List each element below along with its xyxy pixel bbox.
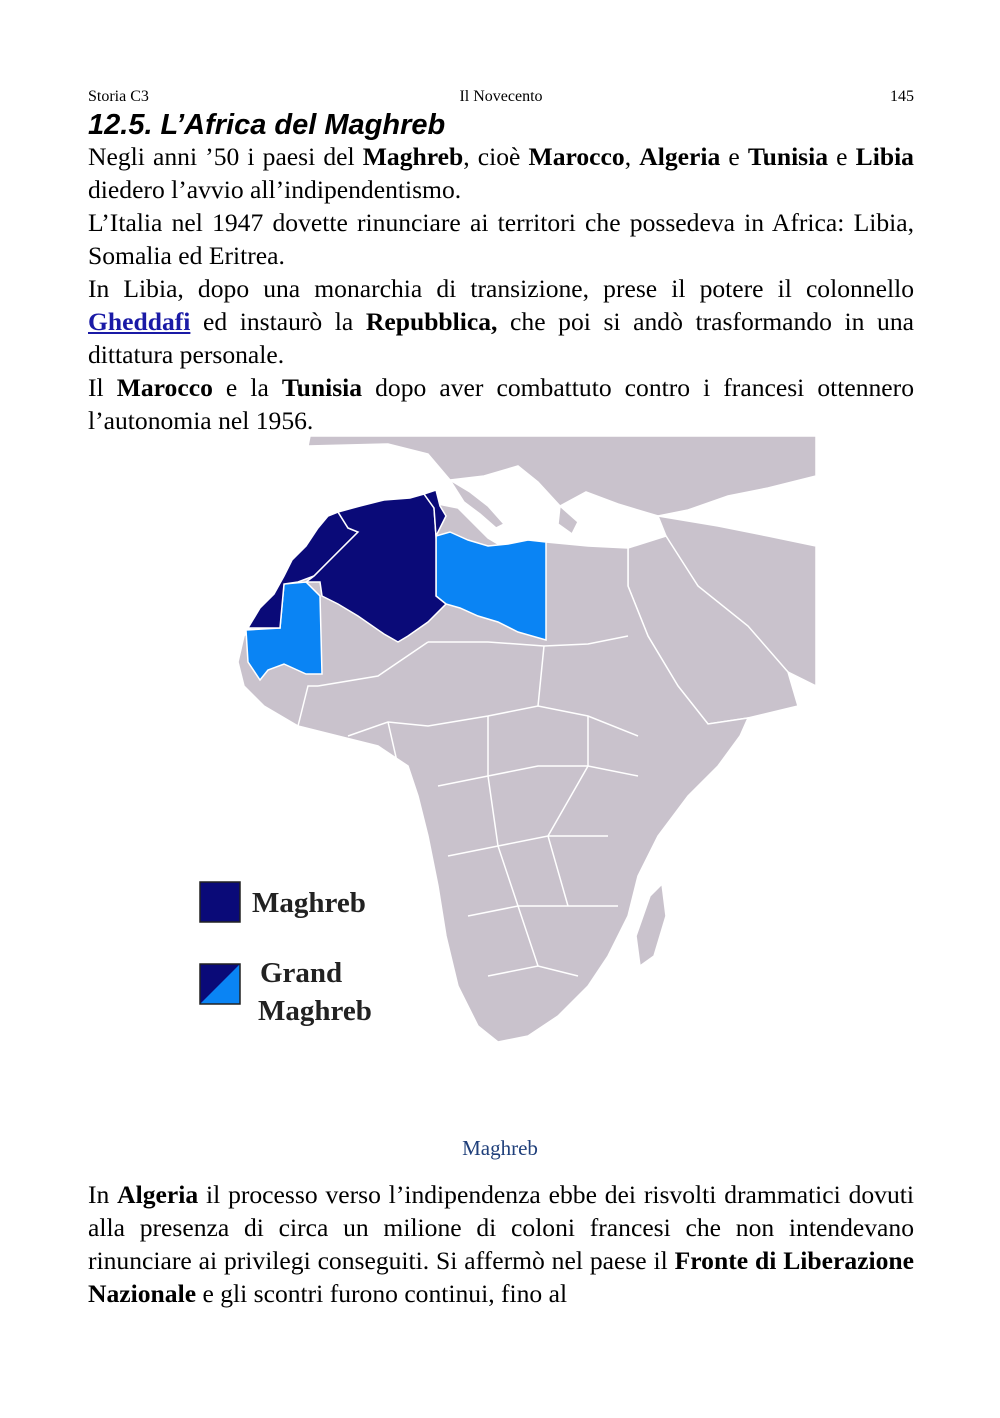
bold-algeria: Algeria bbox=[117, 1180, 199, 1209]
map-greece bbox=[558, 506, 578, 534]
header-volume-title: Il Novecento bbox=[459, 88, 543, 105]
bold-libia: Libia bbox=[855, 142, 914, 171]
legend-maghreb-label: Maghreb bbox=[252, 887, 366, 919]
bold-repubblica: Repubblica, bbox=[365, 307, 498, 336]
section-heading: 12.5. L’Africa del Maghreb bbox=[88, 109, 446, 141]
gheddafi-link[interactable]: Gheddafi bbox=[88, 307, 191, 336]
text-run: e bbox=[720, 142, 748, 171]
text-run: diedero l’avvio all’indipendentismo. bbox=[88, 175, 462, 204]
text-run: e bbox=[828, 142, 856, 171]
text-run: In bbox=[88, 1180, 118, 1209]
bold-marocco: Marocco bbox=[528, 142, 625, 171]
text-run: In Libia, dopo una monarchia di transizione, prese il potere il colonnello bbox=[88, 274, 914, 303]
text-run: Il bbox=[88, 373, 117, 402]
text-run: Negli anni ’50 i paesi del bbox=[88, 142, 363, 171]
bold-tunisia: Tunisia bbox=[747, 142, 829, 171]
legend-grand-maghreb-swatch bbox=[200, 964, 240, 1004]
legend-maghreb-swatch bbox=[200, 882, 240, 922]
text-run: dopo aver combattuto contro i francesi ottennero l’autonomia nel 1956. bbox=[88, 373, 914, 435]
map-madagascar bbox=[636, 884, 666, 966]
paragraph-libya bbox=[88, 272, 914, 371]
africa-map bbox=[188, 436, 816, 1082]
bold-tunisia: Tunisia bbox=[281, 373, 363, 402]
bold-fln: Fronte di Liberazione Nazionale bbox=[88, 1246, 914, 1308]
algeria-text bbox=[88, 1178, 914, 1310]
paragraph-algeria bbox=[88, 1178, 914, 1310]
bold-algeria: Algeria bbox=[639, 142, 721, 171]
bold-maghreb: Maghreb bbox=[362, 142, 464, 171]
legend-grand-maghreb-label-line2: Maghreb bbox=[258, 995, 372, 1027]
text-run: ed instaurò la bbox=[190, 307, 366, 336]
text-run: , bbox=[624, 142, 640, 171]
paragraph-italy: L’Italia nel 1947 dovette rinunciare ai territori che possedeva in Africa: Libia, Somalia ed Eritrea. bbox=[88, 208, 914, 270]
text-run: il processo verso l’indipendenza ebbe dei risvolti drammatici dovuti alla presenza di circa un milione di coloni francesi che non intendevano rinunciare ai privilegi conseguiti. Si affermò nel paese il bbox=[88, 1180, 914, 1275]
intro-text bbox=[88, 140, 914, 437]
bold-marocco: Marocco bbox=[116, 373, 213, 402]
text-run: che poi si andò trasformando in una dittatura personale. bbox=[88, 307, 914, 369]
legend-grand-maghreb-label-line1: Grand bbox=[260, 957, 343, 989]
page-number: 145 bbox=[890, 88, 914, 105]
running-header bbox=[88, 86, 914, 108]
header-book-title: Storia C3 bbox=[88, 88, 149, 105]
text-run: e la bbox=[212, 373, 282, 402]
paragraph-independence bbox=[88, 140, 914, 206]
text-run: e gli scontri furono continui, fino al bbox=[196, 1279, 568, 1308]
map-caption: Maghreb bbox=[462, 1136, 538, 1160]
paragraph-morocco-tunisia bbox=[88, 371, 914, 437]
text-run: , cioè bbox=[463, 142, 529, 171]
